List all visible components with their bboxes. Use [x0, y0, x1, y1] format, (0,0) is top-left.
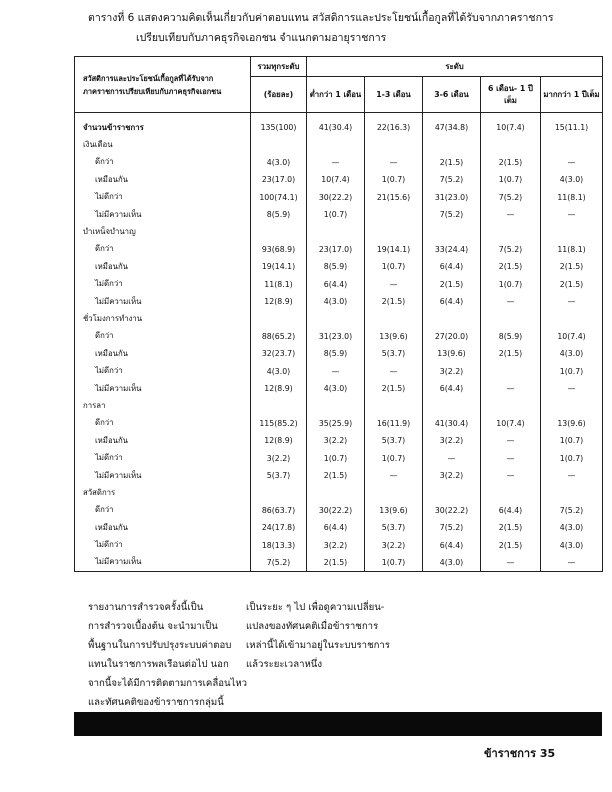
table-category-row	[75, 310, 603, 327]
paragraph-right-line: แล้วระยะเวลาหนึ่ง	[246, 659, 323, 670]
header-item	[75, 57, 251, 113]
cell-level-5: —	[541, 293, 603, 310]
cell-level-1: 30(22.2)	[307, 502, 365, 519]
cell-level-1: 6(4.4)	[307, 519, 365, 536]
table-row	[75, 380, 603, 397]
table-row	[75, 189, 603, 206]
row-label: บำเหน็จบำนาญ	[75, 223, 251, 240]
cell-level-4: 2(1.5)	[481, 258, 541, 275]
row-label: เหมือนกัน	[75, 519, 251, 536]
cell-total	[251, 484, 307, 501]
cell-level-2: 19(14.1)	[365, 241, 423, 258]
cell-level-1: 1(0.7)	[307, 449, 365, 466]
cell-total: 32(23.7)	[251, 345, 307, 362]
cell-level-3: 7(5.2)	[423, 171, 481, 188]
cell-level-1: 10(7.4)	[307, 171, 365, 188]
cell-level-2: 21(15.6)	[365, 189, 423, 206]
cell-level-4: 1(0.7)	[481, 276, 541, 293]
table-row	[75, 415, 603, 432]
cell-level-5: 1(0.7)	[541, 432, 603, 449]
cell-total	[251, 223, 307, 240]
cell-level-1: —	[307, 154, 365, 171]
cell-total: 12(8.9)	[251, 293, 307, 310]
cell-level-1: 41(30.4)	[307, 119, 365, 136]
table-row	[75, 171, 603, 188]
cell-level-3: 6(4.4)	[423, 293, 481, 310]
cell-level-5: 4(3.0)	[541, 536, 603, 553]
header-level: ระดับ	[307, 57, 603, 77]
caption-line-2: เปรียบเทียบกับภาคธุรกิจเอกชน จำแนกตามอายุราชการ	[136, 32, 387, 44]
cell-level-5: 11(8.1)	[541, 189, 603, 206]
cell-level-4: 2(1.5)	[481, 154, 541, 171]
cell-level-4: 7(5.2)	[481, 189, 541, 206]
cell-total: 11(8.1)	[251, 276, 307, 293]
cell-level-3: —	[423, 449, 481, 466]
cell-level-5	[541, 484, 603, 501]
cell-level-2: 1(0.7)	[365, 258, 423, 275]
cell-level-1: 2(1.5)	[307, 467, 365, 484]
table-row	[75, 536, 603, 553]
table-caption	[88, 8, 598, 48]
cell-level-5: 1(0.7)	[541, 449, 603, 466]
cell-level-2: 1(0.7)	[365, 554, 423, 572]
cell-level-5: 11(8.1)	[541, 241, 603, 258]
row-label: ไม่มีความเห็น	[75, 293, 251, 310]
table-row	[75, 432, 603, 449]
row-label: เหมือนกัน	[75, 432, 251, 449]
cell-level-4	[481, 397, 541, 414]
cell-total	[251, 397, 307, 414]
row-label: เหมือนกัน	[75, 345, 251, 362]
cell-level-5	[541, 136, 603, 153]
row-label: ดีกว่า	[75, 415, 251, 432]
header-level-2: 1-3 เดือน	[365, 77, 423, 113]
cell-level-3: 3(2.2)	[423, 362, 481, 379]
cell-level-2: —	[365, 276, 423, 293]
row-label: ไม่ดีกว่า	[75, 189, 251, 206]
row-label: ชั่วโมงการทำงาน	[75, 310, 251, 327]
cell-level-5: 2(1.5)	[541, 258, 603, 275]
opinion-table	[74, 56, 603, 572]
cell-level-3: 3(2.2)	[423, 432, 481, 449]
paragraph-left-line: พื้นฐานในการปรับปรุงระบบค่าตอบ	[88, 640, 232, 651]
cell-level-4: 1(0.7)	[481, 171, 541, 188]
table-row	[75, 241, 603, 258]
cell-level-2	[365, 206, 423, 223]
cell-total: 93(68.9)	[251, 241, 307, 258]
paragraph-left	[88, 598, 248, 712]
cell-level-3: 41(30.4)	[423, 415, 481, 432]
cell-level-4: —	[481, 467, 541, 484]
table-row	[75, 362, 603, 379]
cell-level-3	[423, 223, 481, 240]
cell-level-5: —	[541, 380, 603, 397]
cell-level-2: 5(3.7)	[365, 345, 423, 362]
header-level-5: มากกว่า 1 ปีเต็ม	[541, 77, 603, 113]
cell-level-4: 10(7.4)	[481, 415, 541, 432]
cell-total: 88(65.2)	[251, 328, 307, 345]
cell-level-1: 23(17.0)	[307, 241, 365, 258]
cell-level-2	[365, 397, 423, 414]
black-divider-bar	[74, 712, 602, 736]
cell-level-3: 2(1.5)	[423, 276, 481, 293]
cell-total: 3(2.2)	[251, 449, 307, 466]
cell-level-2	[365, 136, 423, 153]
cell-level-5: —	[541, 206, 603, 223]
row-label: เหมือนกัน	[75, 171, 251, 188]
cell-level-2: —	[365, 362, 423, 379]
table-row	[75, 467, 603, 484]
paragraph-right	[246, 598, 406, 674]
cell-level-1	[307, 310, 365, 327]
row-label: ไม่มีความเห็น	[75, 380, 251, 397]
cell-level-3: 7(5.2)	[423, 519, 481, 536]
cell-level-4: —	[481, 554, 541, 572]
table-row	[75, 345, 603, 362]
header-level-1: ต่ำกว่า 1 เดือน	[307, 77, 365, 113]
cell-level-2	[365, 484, 423, 501]
cell-level-1: 30(22.2)	[307, 189, 365, 206]
cell-level-5: 4(3.0)	[541, 519, 603, 536]
table-row	[75, 502, 603, 519]
cell-level-4: 2(1.5)	[481, 519, 541, 536]
page-footer: ข้าราชการ 35	[484, 747, 556, 760]
cell-level-5: 4(3.0)	[541, 345, 603, 362]
cell-level-3: 33(24.4)	[423, 241, 481, 258]
row-label: ไม่ดีกว่า	[75, 536, 251, 553]
cell-level-4: —	[481, 449, 541, 466]
table-category-row	[75, 136, 603, 153]
cell-level-3: 6(4.4)	[423, 380, 481, 397]
cell-level-3: 3(2.2)	[423, 467, 481, 484]
cell-level-1: 35(25.9)	[307, 415, 365, 432]
cell-level-3	[423, 397, 481, 414]
cell-level-2: 1(0.7)	[365, 171, 423, 188]
paragraph-right-line: เหล่านี้ได้เข้ามาอยู่ในระบบราชการ	[246, 640, 390, 651]
cell-level-2	[365, 310, 423, 327]
cell-level-2: 1(0.7)	[365, 449, 423, 466]
header-level-3: 3-6 เดือน	[423, 77, 481, 113]
cell-level-2: 3(2.2)	[365, 536, 423, 553]
row-label: ดีกว่า	[75, 328, 251, 345]
cell-level-4: 2(1.5)	[481, 345, 541, 362]
cell-level-3: 6(4.4)	[423, 536, 481, 553]
cell-level-1: 1(0.7)	[307, 206, 365, 223]
cell-level-5	[541, 310, 603, 327]
cell-level-5: 1(0.7)	[541, 362, 603, 379]
cell-level-1	[307, 397, 365, 414]
cell-level-5: 10(7.4)	[541, 328, 603, 345]
cell-level-3: 13(9.6)	[423, 345, 481, 362]
paragraph-left-line: แทนในราชการพลเรือนต่อไป นอก	[88, 659, 229, 670]
table-category-row	[75, 484, 603, 501]
cell-level-5: —	[541, 554, 603, 572]
row-label: ไม่ดีกว่า	[75, 276, 251, 293]
cell-level-3: 31(23.0)	[423, 189, 481, 206]
cell-level-1	[307, 136, 365, 153]
cell-total: 100(74.1)	[251, 189, 307, 206]
table-row	[75, 328, 603, 345]
table-row	[75, 519, 603, 536]
row-label: ไม่มีความเห็น	[75, 467, 251, 484]
cell-level-1: 3(2.2)	[307, 432, 365, 449]
cell-level-4	[481, 136, 541, 153]
cell-level-2: 16(11.9)	[365, 415, 423, 432]
table-body	[75, 113, 603, 572]
caption-line-1: ตารางที่ 6 แสดงความคิดเห็นเกี่ยวกับค่าตอบแทน สวัสดิการและประโยชน์เกื้อกูลที่ได้รับจากภาคราชการ	[88, 12, 554, 24]
row-label: ดีกว่า	[75, 241, 251, 258]
cell-level-1: 31(23.0)	[307, 328, 365, 345]
cell-level-3: 6(4.4)	[423, 258, 481, 275]
cell-level-2: 2(1.5)	[365, 380, 423, 397]
cell-total: 115(85.2)	[251, 415, 307, 432]
table-row	[75, 293, 603, 310]
cell-level-2: 5(3.7)	[365, 519, 423, 536]
cell-total: 19(14.1)	[251, 258, 307, 275]
cell-total: 24(17.8)	[251, 519, 307, 536]
paragraph-right-line: แปลงของทัศนคติเมื่อข้าราชการ	[246, 621, 379, 632]
cell-level-4	[481, 484, 541, 501]
cell-total: 4(3.0)	[251, 154, 307, 171]
cell-level-2: 13(9.6)	[365, 328, 423, 345]
cell-level-4: 7(5.2)	[481, 241, 541, 258]
header-total	[251, 57, 307, 77]
cell-level-1: 4(3.0)	[307, 380, 365, 397]
cell-level-1: 8(5.9)	[307, 258, 365, 275]
cell-total: 5(3.7)	[251, 467, 307, 484]
table-row	[75, 276, 603, 293]
row-label: จำนวนข้าราชการ	[75, 119, 251, 136]
cell-total: 23(17.0)	[251, 171, 307, 188]
row-label: ดีกว่า	[75, 154, 251, 171]
cell-level-3: 4(3.0)	[423, 554, 481, 572]
cell-level-4: 2(1.5)	[481, 536, 541, 553]
cell-level-4: —	[481, 206, 541, 223]
cell-total: 18(13.3)	[251, 536, 307, 553]
cell-level-5: —	[541, 154, 603, 171]
cell-level-3	[423, 484, 481, 501]
cell-level-2: 13(9.6)	[365, 502, 423, 519]
cell-level-4	[481, 310, 541, 327]
cell-level-3: 30(22.2)	[423, 502, 481, 519]
cell-total: 12(8.9)	[251, 380, 307, 397]
cell-level-4: —	[481, 293, 541, 310]
cell-total: 7(5.2)	[251, 554, 307, 572]
row-label: ไม่มีความเห็น	[75, 206, 251, 223]
cell-level-4: 6(4.4)	[481, 502, 541, 519]
cell-total: 86(63.7)	[251, 502, 307, 519]
table-category-row	[75, 397, 603, 414]
cell-total	[251, 136, 307, 153]
cell-level-5: —	[541, 467, 603, 484]
row-label: สวัสดิการ	[75, 484, 251, 501]
cell-level-3: 7(5.2)	[423, 206, 481, 223]
table-row	[75, 154, 603, 171]
paragraph-left-line: การสำรวจเบื้องต้น จะนำมาเป็น	[88, 621, 218, 632]
table-total-row	[75, 119, 603, 136]
cell-level-4: —	[481, 380, 541, 397]
cell-level-5: 15(11.1)	[541, 119, 603, 136]
cell-level-3: 27(20.0)	[423, 328, 481, 345]
cell-level-1: 6(4.4)	[307, 276, 365, 293]
cell-level-2: 5(3.7)	[365, 432, 423, 449]
cell-level-5: 4(3.0)	[541, 171, 603, 188]
header-total-label: รวมทุกระดับ	[257, 61, 300, 71]
cell-level-5: 2(1.5)	[541, 276, 603, 293]
cell-level-2: 22(16.3)	[365, 119, 423, 136]
table-category-row	[75, 223, 603, 240]
row-label: ไม่ดีกว่า	[75, 449, 251, 466]
cell-level-1: —	[307, 362, 365, 379]
table-row	[75, 206, 603, 223]
cell-level-1: 8(5.9)	[307, 345, 365, 362]
paragraph-left-line: รายงานการสำรวจครั้งนี้เป็น	[88, 602, 204, 613]
cell-level-3: 47(34.8)	[423, 119, 481, 136]
cell-level-2: —	[365, 467, 423, 484]
row-label: ไม่มีความเห็น	[75, 554, 251, 572]
cell-level-5	[541, 397, 603, 414]
row-label: ดีกว่า	[75, 502, 251, 519]
table-row	[75, 449, 603, 466]
cell-level-2	[365, 223, 423, 240]
header-item-line-1: สวัสดิการและประโยชน์เกื้อกูลที่ได้รับจาก	[83, 73, 214, 83]
cell-level-3: 2(1.5)	[423, 154, 481, 171]
cell-level-5	[541, 223, 603, 240]
cell-level-2: 2(1.5)	[365, 293, 423, 310]
cell-level-4	[481, 362, 541, 379]
header-level-4: 6 เดือน- 1 ปีเต็ม	[481, 77, 541, 113]
cell-level-4: —	[481, 432, 541, 449]
cell-level-2: —	[365, 154, 423, 171]
row-label: การลา	[75, 397, 251, 414]
cell-level-3	[423, 310, 481, 327]
cell-total: 135(100)	[251, 119, 307, 136]
paragraph-left-line: และทัศนคติของข้าราชการกลุ่มนี้	[88, 697, 224, 708]
cell-level-4: 8(5.9)	[481, 328, 541, 345]
row-label: ไม่ดีกว่า	[75, 362, 251, 379]
header-total-unit: (ร้อยละ)	[251, 77, 307, 113]
cell-level-1	[307, 223, 365, 240]
cell-level-4: 10(7.4)	[481, 119, 541, 136]
table-row	[75, 258, 603, 275]
paragraph-right-line: เป็นระยะ ๆ ไป เพื่อดูความเปลี่ยน-	[246, 602, 385, 613]
cell-level-1: 2(1.5)	[307, 554, 365, 572]
cell-level-1	[307, 484, 365, 501]
cell-total: 8(5.9)	[251, 206, 307, 223]
paragraph-left-line: จากนี้จะได้มีการติดตามการเคลื่อนไหว	[88, 678, 248, 689]
cell-level-3	[423, 136, 481, 153]
cell-level-1: 3(2.2)	[307, 536, 365, 553]
cell-level-1: 4(3.0)	[307, 293, 365, 310]
cell-level-4	[481, 223, 541, 240]
row-label: เหมือนกัน	[75, 258, 251, 275]
row-label: เงินเดือน	[75, 136, 251, 153]
header-item-line-2: ภาคราชการเปรียบเทียบกับภาคธุรกิจเอกชน	[83, 86, 222, 96]
cell-level-5: 7(5.2)	[541, 502, 603, 519]
cell-level-5: 13(9.6)	[541, 415, 603, 432]
cell-total: 12(8.9)	[251, 432, 307, 449]
table-row	[75, 554, 603, 572]
cell-total: 4(3.0)	[251, 362, 307, 379]
cell-total	[251, 310, 307, 327]
